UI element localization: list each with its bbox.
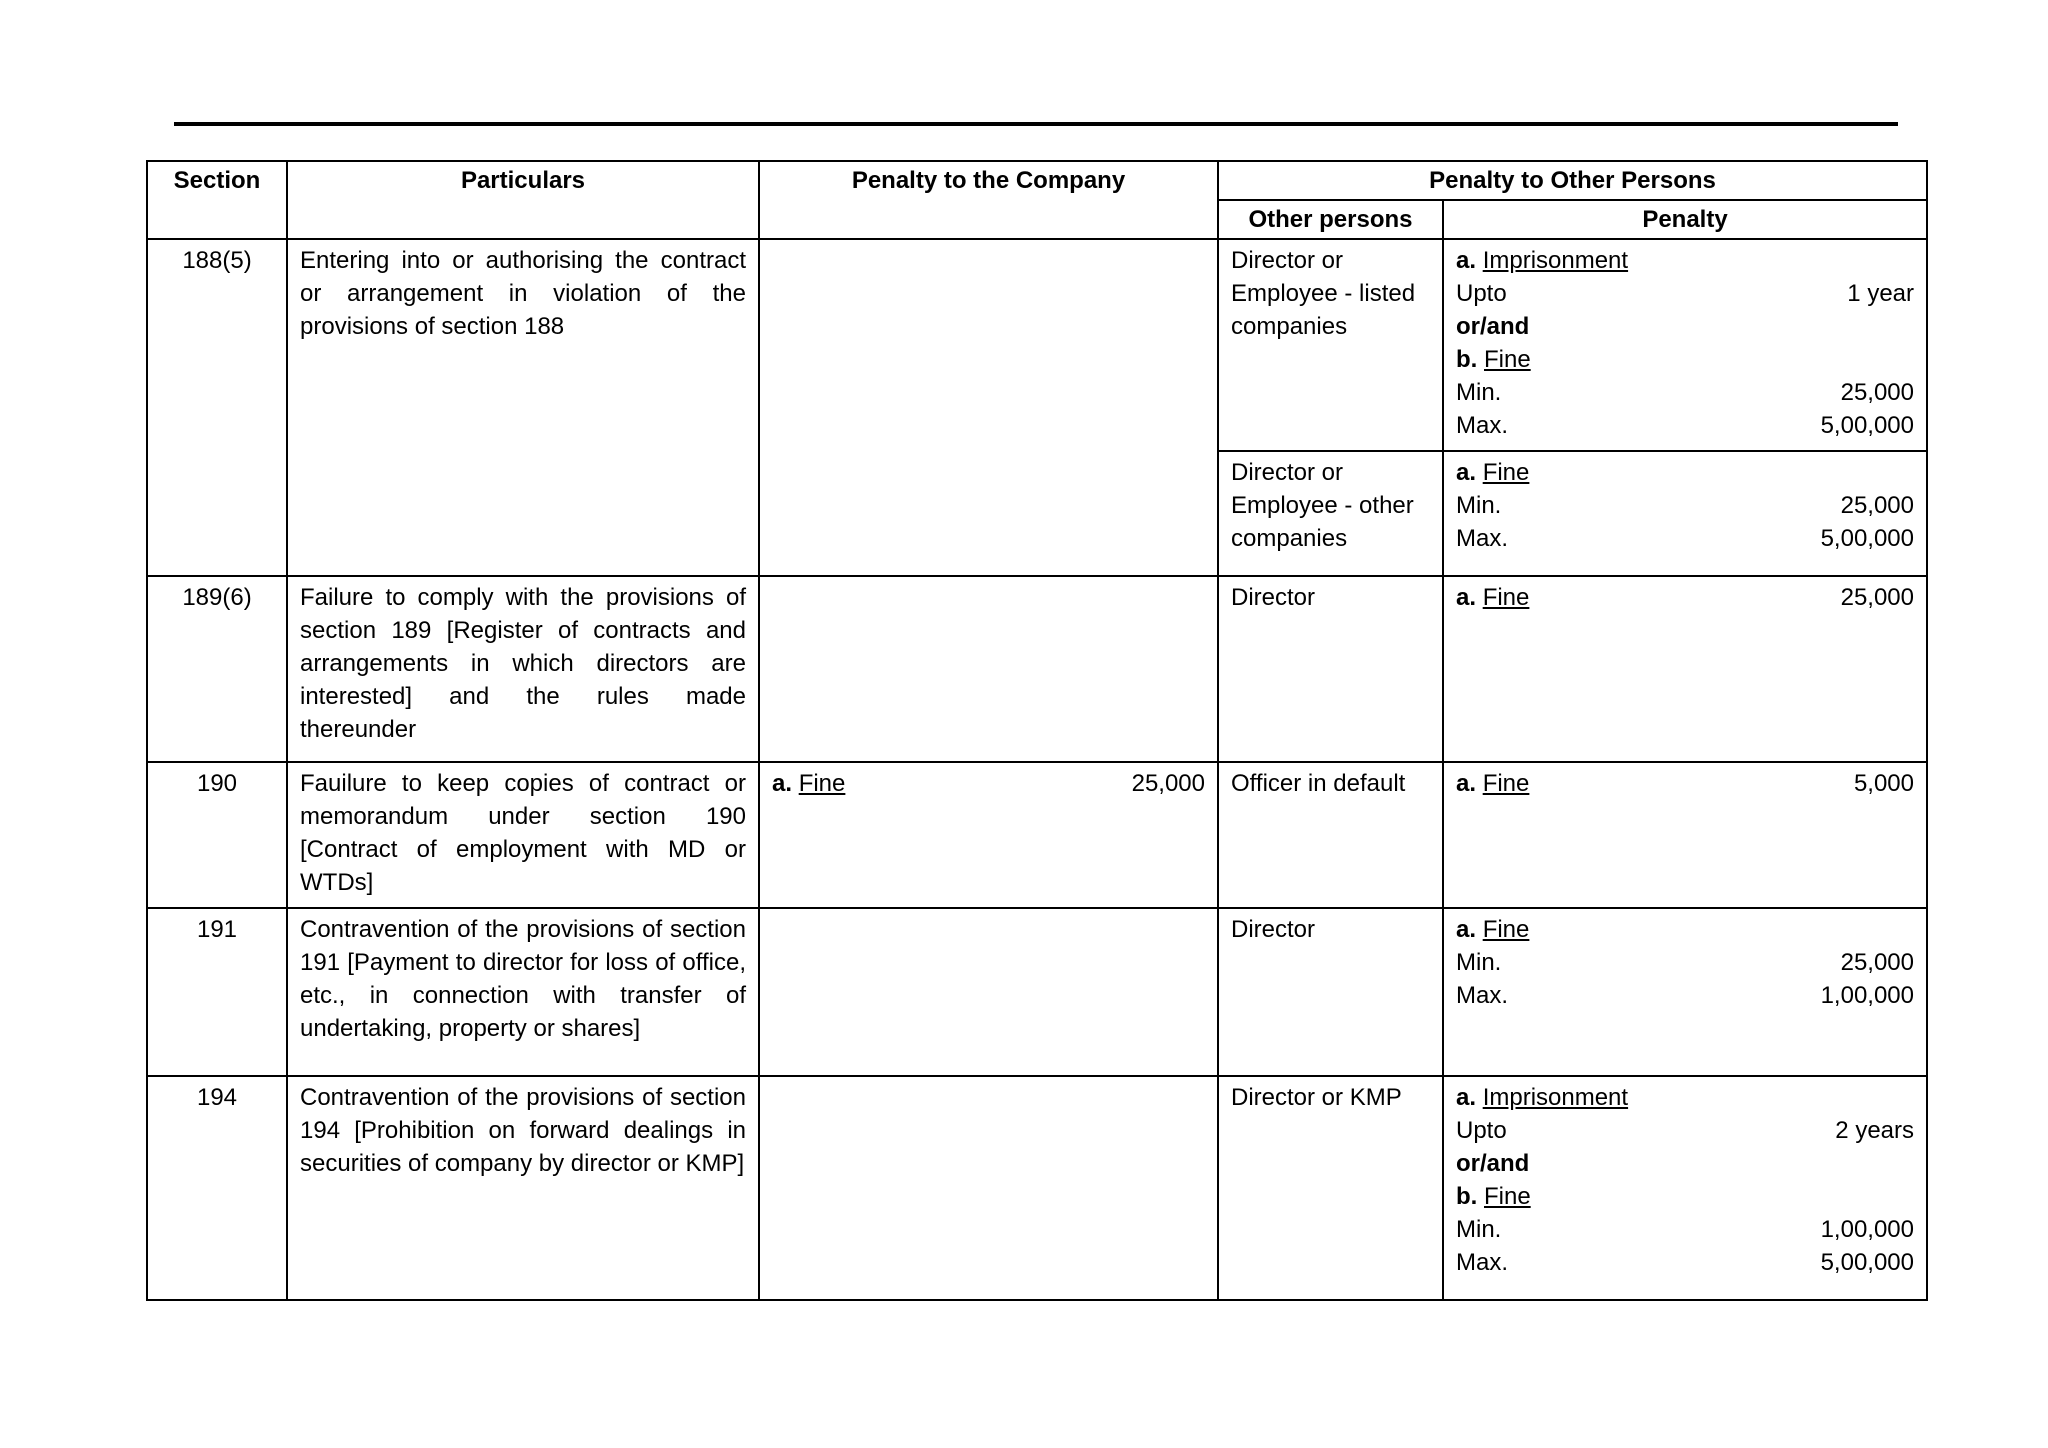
- fine-min: 25,000: [1840, 949, 1914, 976]
- particulars-cell: Contravention of the provisions of section 194 [Prohibition on forward dealings in securities of company by director or KMP]: [287, 1076, 759, 1300]
- particulars-cell: Contravention of the provisions of section 191 [Payment to director for loss of office, etc., in connection with transfer of undertaking, property or shares]: [287, 908, 759, 1076]
- other-person-cell: Director: [1218, 576, 1443, 762]
- imprisonment-label: Imprisonment: [1482, 1084, 1629, 1111]
- company-penalty-cell: [759, 239, 1218, 576]
- other-person-cell: Director or Employee - listed companies: [1218, 239, 1443, 451]
- header-rule: [174, 122, 1898, 126]
- penalty-cell: a. Fine 5,000: [1443, 762, 1927, 908]
- section-cell: 189(6): [147, 576, 287, 762]
- other-person-cell: Officer in default: [1218, 762, 1443, 908]
- imprisonment-label: Imprisonment: [1482, 247, 1629, 274]
- other-person-cell: Director: [1218, 908, 1443, 1076]
- section-cell: 194: [147, 1076, 287, 1300]
- company-penalty-cell: [759, 1076, 1218, 1300]
- fine-label: Fine: [1484, 346, 1531, 373]
- imprisonment-term: 2 years: [1835, 1117, 1914, 1144]
- penalty-cell: a. Imprisonment Upto 2 years or/and b. Fine Min. 1,00,000 Max. 5,00,000: [1443, 1076, 1927, 1300]
- fine-label: Fine: [1482, 916, 1530, 943]
- table-row: [147, 908, 1927, 1076]
- penalty-table: [146, 160, 1928, 1301]
- fine-label: Fine: [1482, 459, 1530, 486]
- fine-min: 1,00,000: [1820, 1216, 1914, 1243]
- fine-min: 25,000: [1840, 379, 1914, 406]
- fine-min: 25,000: [1840, 492, 1914, 519]
- table-row: [147, 576, 1927, 762]
- section-cell: 191: [147, 908, 287, 1076]
- penalty-cell: a. Fine Min. 25,000 Max. 1,00,000: [1443, 908, 1927, 1076]
- particulars-cell: Failure to comply with the provisions of section 189 [Register of contracts and arrangements in which directors are interested] and the rules made thereunder: [287, 576, 759, 762]
- fine-label: Fine: [1482, 584, 1530, 611]
- other-person-cell: Director or Employee - other companies: [1218, 451, 1443, 576]
- col-header-particulars: Particulars: [287, 161, 759, 239]
- col-header-section: Section: [147, 161, 287, 239]
- company-penalty-cell: a. Fine 25,000: [759, 762, 1218, 908]
- fine-label: Fine: [1482, 770, 1530, 797]
- fine-label: Fine: [1484, 1183, 1531, 1210]
- fine-max: 1,00,000: [1820, 982, 1914, 1009]
- fine-amount: 25,000: [1131, 770, 1205, 797]
- fine-max: 5,00,000: [1820, 525, 1914, 552]
- particulars-cell: Fauilure to keep copies of contract or memorandum under section 190 [Contract of employment with MD or WTDs]: [287, 762, 759, 908]
- fine-label: Fine: [798, 770, 846, 797]
- fine-amount: 5,000: [1853, 770, 1914, 797]
- other-person-cell: Director or KMP: [1218, 1076, 1443, 1300]
- fine-max: 5,00,000: [1820, 412, 1914, 439]
- header-row: [147, 161, 1927, 200]
- section-cell: 188(5): [147, 239, 287, 576]
- company-penalty-cell: [759, 908, 1218, 1076]
- penalty-cell: a. Imprisonment Upto 1 year or/and b. Fine Min. 25,000 Max. 5,00,000: [1443, 239, 1927, 451]
- particulars-cell: Entering into or authorising the contract or arrangement in violation of the provisions of section 188: [287, 239, 759, 576]
- company-penalty-cell: [759, 576, 1218, 762]
- section-cell: 190: [147, 762, 287, 908]
- table-row: [147, 1076, 1927, 1300]
- penalty-cell: a. Fine Min. 25,000 Max. 5,00,000: [1443, 451, 1927, 576]
- penalty-cell: a. Fine 25,000: [1443, 576, 1927, 762]
- fine-amount: 25,000: [1840, 584, 1914, 611]
- imprisonment-term: 1 year: [1847, 280, 1914, 307]
- table-row: [147, 239, 1927, 451]
- table-row: [147, 762, 1927, 908]
- fine-max: 5,00,000: [1820, 1249, 1914, 1276]
- col-header-other: Penalty to Other Persons: [1218, 161, 1927, 200]
- col-header-penalty: Penalty: [1443, 200, 1927, 239]
- col-header-company: Penalty to the Company: [759, 161, 1218, 239]
- col-header-other-persons: Other persons: [1218, 200, 1443, 239]
